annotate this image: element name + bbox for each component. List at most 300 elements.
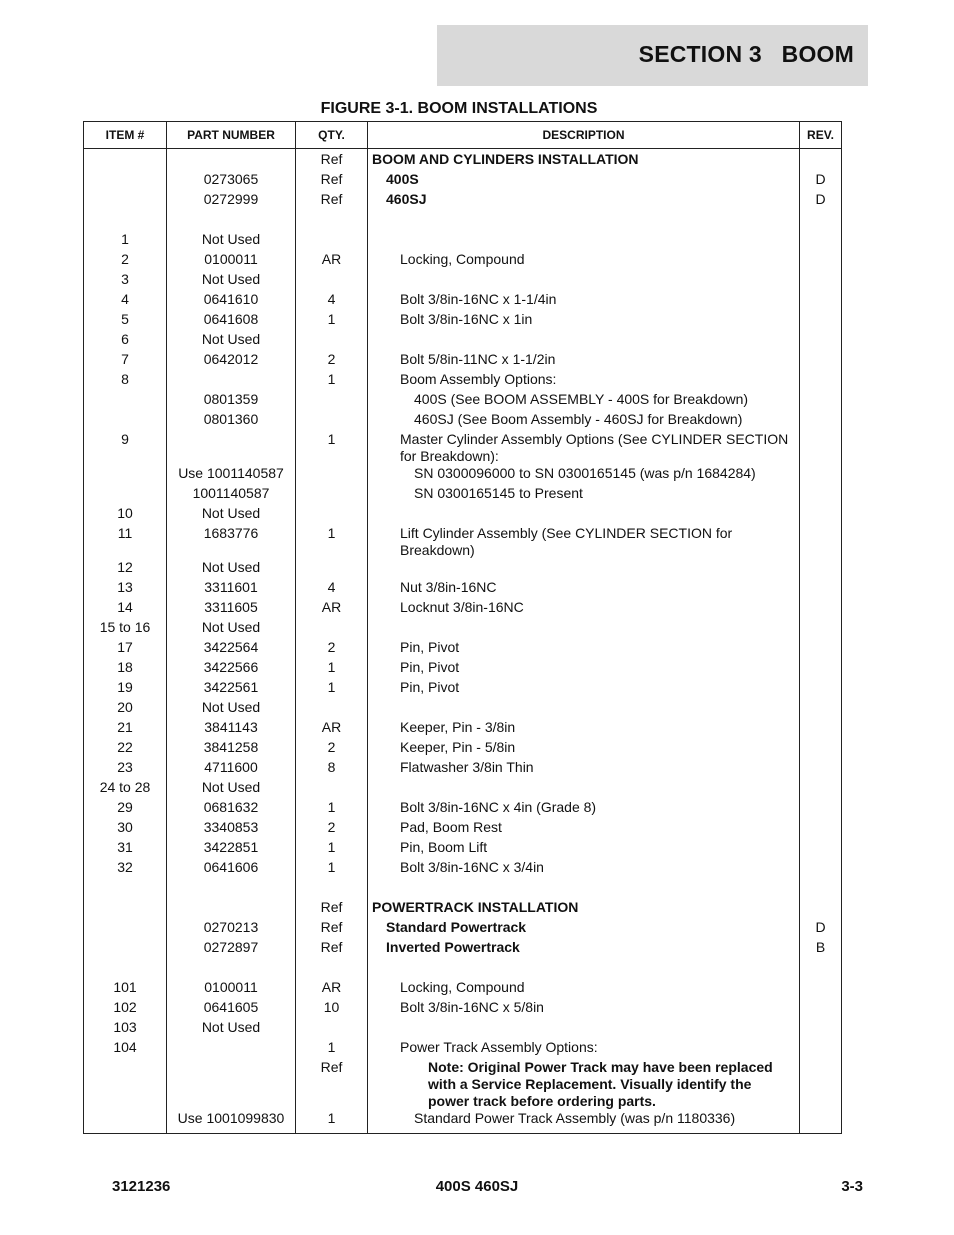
cell-description: [368, 919, 800, 939]
table-row: [84, 251, 842, 271]
cell-description: [368, 599, 800, 619]
cell-description: [368, 959, 800, 979]
cell-qty: [296, 331, 368, 351]
cell-item: 13: [84, 579, 167, 599]
cell-description: [368, 1039, 800, 1059]
cell-rev: [800, 485, 842, 505]
cell-description: [368, 819, 800, 839]
cell-qty: Ref: [296, 899, 368, 919]
table-row: [84, 391, 842, 411]
cell-item: 29: [84, 799, 167, 819]
table-row: [84, 899, 842, 919]
description-text: Locking, Compound: [400, 251, 525, 267]
cell-rev: [800, 271, 842, 291]
cell-qty: Ref: [296, 1059, 368, 1110]
cell-part-number: 3422851: [167, 839, 296, 859]
cell-part-number: 1001140587: [167, 485, 296, 505]
cell-description: [368, 619, 800, 639]
cell-part-number: 1683776: [167, 525, 296, 559]
table-row: [84, 1019, 842, 1039]
description-text: Bolt 5/8in-11NC x 1-1/2in: [400, 351, 556, 367]
cell-description: [368, 411, 800, 431]
cell-description: [368, 799, 800, 819]
cell-rev: [800, 351, 842, 371]
cell-item: [84, 939, 167, 959]
cell-part-number: [167, 1039, 296, 1059]
cell-qty: 1: [296, 659, 368, 679]
cell-rev: [800, 699, 842, 719]
table-row: [84, 779, 842, 799]
cell-item: 21: [84, 719, 167, 739]
description-text: Nut 3/8in-16NC: [400, 579, 497, 595]
cell-rev: [800, 599, 842, 619]
cell-rev: [800, 291, 842, 311]
description-text: Boom Assembly Options:: [400, 371, 557, 387]
cell-rev: [800, 619, 842, 639]
cell-part-number: Not Used: [167, 699, 296, 719]
cell-rev: [800, 719, 842, 739]
table-row: [84, 679, 842, 699]
table-row: [84, 639, 842, 659]
cell-part-number: Not Used: [167, 619, 296, 639]
description-text: Note: Original Power Track may have been replaced with a Service Replacement. Visually identify the power track before ordering parts.: [428, 1059, 773, 1109]
cell-description: [368, 1110, 800, 1134]
cell-rev: [800, 331, 842, 351]
cell-description: [368, 999, 800, 1019]
cell-rev: [800, 759, 842, 779]
cell-qty: [296, 411, 368, 431]
cell-part-number: Not Used: [167, 559, 296, 579]
cell-qty: [296, 619, 368, 639]
cell-qty: 1: [296, 1039, 368, 1059]
cell-part-number: 3841258: [167, 739, 296, 759]
cell-rev: [800, 1039, 842, 1059]
description-text: Locking, Compound: [400, 979, 525, 995]
cell-description: [368, 331, 800, 351]
cell-item: 24 to 28: [84, 779, 167, 799]
cell-part-number: 0801360: [167, 411, 296, 431]
cell-description: [368, 211, 800, 231]
table-row: [84, 211, 842, 231]
table-row: [84, 879, 842, 899]
cell-part-number: 3422564: [167, 639, 296, 659]
cell-qty: 1: [296, 525, 368, 559]
cell-item: 4: [84, 291, 167, 311]
table-row: [84, 799, 842, 819]
table-row: [84, 371, 842, 391]
cell-rev: [800, 505, 842, 525]
cell-rev: [800, 391, 842, 411]
cell-item: 10: [84, 505, 167, 525]
cell-description: [368, 485, 800, 505]
description-text: Flatwasher 3/8in Thin: [400, 759, 534, 775]
cell-item: 23: [84, 759, 167, 779]
cell-rev: [800, 1059, 842, 1110]
cell-qty: Ref: [296, 191, 368, 211]
cell-item: 14: [84, 599, 167, 619]
table-row: [84, 1039, 842, 1059]
cell-part-number: 0272999: [167, 191, 296, 211]
cell-item: 12: [84, 559, 167, 579]
cell-qty: [296, 211, 368, 231]
table-row: [84, 999, 842, 1019]
cell-item: [84, 959, 167, 979]
cell-rev: [800, 1019, 842, 1039]
cell-description: [368, 779, 800, 799]
cell-item: 102: [84, 999, 167, 1019]
cell-qty: [296, 959, 368, 979]
cell-rev: [800, 819, 842, 839]
description-text: Bolt 3/8in-16NC x 1in: [400, 311, 533, 327]
cell-rev: [800, 579, 842, 599]
cell-rev: [800, 659, 842, 679]
cell-part-number: 3422566: [167, 659, 296, 679]
cell-description: [368, 431, 800, 465]
cell-part-number: 4711600: [167, 759, 296, 779]
table-row: [84, 485, 842, 505]
cell-item: [84, 879, 167, 899]
table-row: [84, 1110, 842, 1134]
description-text: Master Cylinder Assembly Options (See CYLINDER SECTION for Breakdown):: [400, 431, 789, 464]
table-row: [84, 411, 842, 431]
cell-part-number: [167, 899, 296, 919]
cell-part-number: [167, 371, 296, 391]
cell-rev: [800, 1110, 842, 1134]
cell-item: [84, 211, 167, 231]
cell-item: 6: [84, 331, 167, 351]
cell-description: [368, 1059, 800, 1110]
section-title: SECTION 3 BOOM: [638, 41, 854, 67]
cell-description: [368, 1019, 800, 1039]
cell-part-number: [167, 959, 296, 979]
cell-item: [84, 171, 167, 191]
cell-part-number: 0641608: [167, 311, 296, 331]
table-row: [84, 599, 842, 619]
cell-item: 2: [84, 251, 167, 271]
cell-qty: 4: [296, 291, 368, 311]
cell-description: [368, 699, 800, 719]
column-header-description: DESCRIPTION: [368, 122, 800, 149]
description-text: Power Track Assembly Options:: [400, 1039, 598, 1055]
cell-rev: [800, 231, 842, 251]
cell-qty: AR: [296, 719, 368, 739]
cell-rev: [800, 559, 842, 579]
table-row: [84, 959, 842, 979]
cell-description: [368, 839, 800, 859]
cell-description: [368, 291, 800, 311]
cell-qty: [296, 391, 368, 411]
table-row: [84, 699, 842, 719]
cell-part-number: 3422561: [167, 679, 296, 699]
cell-qty: AR: [296, 979, 368, 999]
description-text: Bolt 3/8in-16NC x 5/8in: [400, 999, 544, 1015]
cell-part-number: Not Used: [167, 231, 296, 251]
cell-qty: 1: [296, 431, 368, 465]
cell-part-number: 0100011: [167, 251, 296, 271]
cell-description: [368, 679, 800, 699]
cell-item: [84, 411, 167, 431]
cell-part-number: 3311601: [167, 579, 296, 599]
description-text: SN 0300165145 to Present: [414, 485, 583, 501]
footer-doc-number: 3121236: [112, 1178, 171, 1195]
table-row: [84, 525, 842, 559]
cell-rev: [800, 959, 842, 979]
cell-part-number: Not Used: [167, 505, 296, 525]
table-row: [84, 191, 842, 211]
cell-part-number: 3841143: [167, 719, 296, 739]
cell-description: [368, 879, 800, 899]
cell-qty: Ref: [296, 149, 368, 172]
cell-qty: [296, 465, 368, 485]
cell-rev: [800, 799, 842, 819]
cell-item: [84, 391, 167, 411]
table-row: [84, 311, 842, 331]
cell-item: [84, 465, 167, 485]
table-header-row: [84, 122, 842, 149]
cell-qty: [296, 779, 368, 799]
cell-description: [368, 465, 800, 485]
table-row: [84, 759, 842, 779]
cell-item: 22: [84, 739, 167, 759]
table-row: [84, 839, 842, 859]
cell-qty: 2: [296, 351, 368, 371]
cell-description: [368, 525, 800, 559]
cell-part-number: 0641610: [167, 291, 296, 311]
cell-description: [368, 271, 800, 291]
table-row: [84, 465, 842, 485]
cell-rev: [800, 839, 842, 859]
description-text: Bolt 3/8in-16NC x 4in (Grade 8): [400, 799, 597, 815]
description-text: POWERTRACK INSTALLATION: [372, 899, 579, 915]
cell-rev: [800, 371, 842, 391]
cell-qty: 1: [296, 859, 368, 879]
table-row: [84, 619, 842, 639]
cell-description: [368, 739, 800, 759]
cell-part-number: Not Used: [167, 331, 296, 351]
cell-rev: D: [800, 919, 842, 939]
cell-description: [368, 171, 800, 191]
table-row: [84, 739, 842, 759]
cell-qty: 8: [296, 759, 368, 779]
description-text: 400S (See BOOM ASSEMBLY - 400S for Breakdown): [414, 391, 749, 407]
cell-rev: [800, 739, 842, 759]
cell-rev: B: [800, 939, 842, 959]
cell-item: 103: [84, 1019, 167, 1039]
cell-part-number: 0272897: [167, 939, 296, 959]
cell-part-number: Not Used: [167, 779, 296, 799]
column-header-part-number: PART NUMBER: [167, 122, 296, 149]
cell-item: 9: [84, 431, 167, 465]
column-header-item: ITEM #: [84, 122, 167, 149]
cell-rev: [800, 431, 842, 465]
table-row: [84, 505, 842, 525]
cell-part-number: 0681632: [167, 799, 296, 819]
cell-rev: D: [800, 191, 842, 211]
table-row: [84, 659, 842, 679]
description-text: 400S: [386, 171, 419, 187]
cell-item: 30: [84, 819, 167, 839]
description-text: Pin, Pivot: [400, 679, 460, 695]
parts-table-body: [84, 149, 842, 1134]
table-row: [84, 431, 842, 465]
cell-qty: [296, 1019, 368, 1039]
cell-description: [368, 391, 800, 411]
cell-part-number: 3340853: [167, 819, 296, 839]
cell-description: [368, 191, 800, 211]
cell-rev: [800, 411, 842, 431]
cell-part-number: 0273065: [167, 171, 296, 191]
cell-rev: [800, 999, 842, 1019]
cell-description: [368, 371, 800, 391]
cell-description: [368, 311, 800, 331]
section-header-box: [437, 25, 868, 86]
cell-qty: [296, 271, 368, 291]
cell-qty: [296, 559, 368, 579]
cell-item: 101: [84, 979, 167, 999]
cell-item: 104: [84, 1039, 167, 1059]
cell-description: [368, 719, 800, 739]
cell-item: [84, 1110, 167, 1134]
description-text: 460SJ: [386, 191, 427, 207]
cell-qty: 1: [296, 839, 368, 859]
cell-description: [368, 759, 800, 779]
cell-rev: [800, 679, 842, 699]
column-header-rev: REV.: [800, 122, 842, 149]
description-text: Keeper, Pin - 3/8in: [400, 719, 516, 735]
table-row: [84, 939, 842, 959]
parts-table: [83, 121, 842, 1134]
description-text: 460SJ (See Boom Assembly - 460SJ for Breakdown): [414, 411, 743, 427]
cell-description: [368, 351, 800, 371]
footer-model: 400S 460SJ: [435, 1178, 519, 1195]
table-row: [84, 919, 842, 939]
cell-qty: AR: [296, 599, 368, 619]
cell-item: 32: [84, 859, 167, 879]
description-text: Bolt 3/8in-16NC x 3/4in: [400, 859, 544, 875]
cell-rev: [800, 525, 842, 559]
cell-item: [84, 191, 167, 211]
cell-qty: 1: [296, 679, 368, 699]
cell-part-number: [167, 149, 296, 172]
table-row: [84, 149, 842, 172]
table-row: [84, 559, 842, 579]
cell-item: 17: [84, 639, 167, 659]
table-row: [84, 719, 842, 739]
cell-qty: Ref: [296, 939, 368, 959]
cell-qty: 4: [296, 579, 368, 599]
cell-qty: AR: [296, 251, 368, 271]
table-row: [84, 819, 842, 839]
description-text: Pin, Pivot: [400, 659, 460, 675]
cell-part-number: 0641606: [167, 859, 296, 879]
cell-part-number: 0801359: [167, 391, 296, 411]
cell-item: 18: [84, 659, 167, 679]
cell-description: [368, 579, 800, 599]
cell-rev: [800, 879, 842, 899]
description-text: Locknut 3/8in-16NC: [400, 599, 524, 615]
cell-item: [84, 149, 167, 172]
cell-item: 20: [84, 699, 167, 719]
figure-title: FIGURE 3-1. BOOM INSTALLATIONS: [320, 100, 598, 117]
footer-page-number: 3-3: [841, 1178, 863, 1195]
cell-item: 8: [84, 371, 167, 391]
cell-description: [368, 939, 800, 959]
cell-description: [368, 639, 800, 659]
cell-qty: 10: [296, 999, 368, 1019]
description-text: Keeper, Pin - 5/8in: [400, 739, 516, 755]
cell-rev: [800, 639, 842, 659]
cell-rev: [800, 859, 842, 879]
cell-item: [84, 1059, 167, 1110]
cell-rev: [800, 979, 842, 999]
cell-rev: [800, 899, 842, 919]
cell-qty: 1: [296, 799, 368, 819]
cell-rev: [800, 251, 842, 271]
cell-part-number: [167, 211, 296, 231]
table-row: [84, 231, 842, 251]
cell-part-number: 3311605: [167, 599, 296, 619]
cell-part-number: Use 1001099830: [167, 1110, 296, 1134]
description-text: Standard Powertrack: [386, 919, 527, 935]
cell-part-number: Not Used: [167, 1019, 296, 1039]
cell-description: [368, 149, 800, 172]
cell-item: 31: [84, 839, 167, 859]
cell-part-number: Not Used: [167, 271, 296, 291]
cell-description: [368, 659, 800, 679]
cell-item: 11: [84, 525, 167, 559]
cell-description: [368, 251, 800, 271]
cell-part-number: 0642012: [167, 351, 296, 371]
cell-item: 1: [84, 231, 167, 251]
description-text: SN 0300096000 to SN 0300165145 (was p/n 1684284): [414, 465, 756, 481]
table-row: [84, 291, 842, 311]
cell-rev: [800, 311, 842, 331]
table-row: [84, 271, 842, 291]
description-text: Lift Cylinder Assembly (See CYLINDER SECTION for Breakdown): [400, 525, 733, 558]
description-text: Standard Power Track Assembly (was p/n 1180336): [414, 1110, 736, 1126]
cell-part-number: 0641605: [167, 999, 296, 1019]
cell-qty: 1: [296, 371, 368, 391]
cell-item: 19: [84, 679, 167, 699]
cell-part-number: [167, 879, 296, 899]
cell-part-number: Use 1001140587: [167, 465, 296, 485]
cell-rev: D: [800, 171, 842, 191]
cell-rev: [800, 465, 842, 485]
cell-item: 3: [84, 271, 167, 291]
cell-description: [368, 231, 800, 251]
cell-rev: [800, 149, 842, 172]
table-row: [84, 1059, 842, 1110]
table-row: [84, 331, 842, 351]
description-text: Pad, Boom Rest: [400, 819, 502, 835]
cell-item: 5: [84, 311, 167, 331]
cell-description: [368, 979, 800, 999]
cell-item: 7: [84, 351, 167, 371]
table-row: [84, 171, 842, 191]
cell-rev: [800, 779, 842, 799]
cell-qty: [296, 699, 368, 719]
cell-qty: 1: [296, 311, 368, 331]
cell-description: [368, 859, 800, 879]
cell-qty: [296, 879, 368, 899]
description-text: BOOM AND CYLINDERS INSTALLATION: [372, 151, 639, 167]
cell-qty: 2: [296, 819, 368, 839]
cell-qty: [296, 505, 368, 525]
description-text: Pin, Boom Lift: [400, 839, 488, 855]
cell-part-number: [167, 431, 296, 465]
cell-qty: 1: [296, 1110, 368, 1134]
cell-part-number: [167, 1059, 296, 1110]
